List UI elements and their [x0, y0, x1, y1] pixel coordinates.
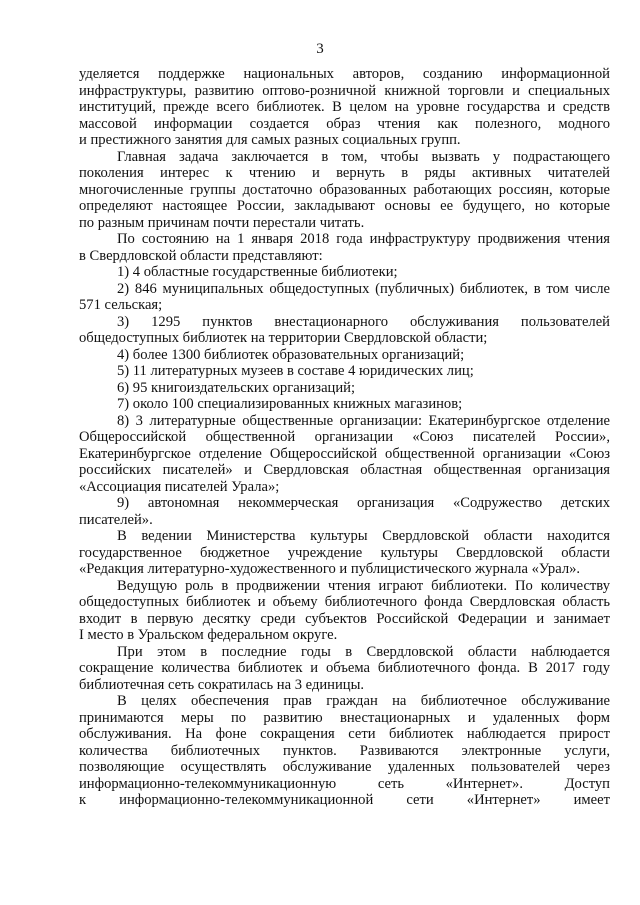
text-line: 8) 3 литературные общественные организации: Екатеринбургское отделение — [117, 412, 610, 429]
paragraph — [79, 314, 610, 347]
text-line: входит в первую десятку среди субъектов Российской Федерации и занимает — [79, 610, 610, 627]
paragraph — [79, 281, 610, 314]
paragraph — [79, 693, 610, 809]
paragraph — [79, 495, 610, 528]
text-line: 6) 95 книгоиздательских организаций; — [117, 379, 356, 396]
text-line: При этом в последние годы в Свердловской области наблюдается — [117, 643, 610, 660]
paragraph — [79, 413, 610, 496]
text-line: многочисленные группы достаточно образованных работающих россиян, которые — [79, 181, 610, 198]
text-line: поколения интерес к чтению и вернуть в ряды активных читателей — [79, 165, 610, 181]
text-line: библиотечная сеть сократилась на 3 единицы. — [79, 676, 365, 693]
text-line: Главная задача заключается в том, чтобы вызвать у подрастающего — [117, 148, 610, 165]
text-line: институций, прежде всего библиотек. В целом на уровне государства и средств — [79, 99, 610, 115]
text-line: принимаются меры по развитию внестационарных и удаленных форм — [79, 709, 610, 726]
paragraph — [79, 363, 610, 380]
document-body — [79, 66, 610, 809]
paragraph — [79, 644, 610, 694]
paragraph — [79, 396, 610, 413]
text-line: по разным причинам почти перестали читать. — [79, 214, 365, 231]
text-line: В ведении Министерства культуры Свердловской области находится — [117, 528, 610, 544]
text-line: к информационно-телекоммуникационной сети «Интернет» имеет — [79, 792, 610, 808]
text-line: 5) 11 литературных музеев в составе 4 юридических лиц; — [117, 363, 474, 379]
text-line: 3) 1295 пунктов внестационарного обслуживания пользователей — [117, 313, 610, 330]
text-line: 2) 846 муниципальных общедоступных (публичных) библиотек, в том числе — [117, 280, 610, 297]
text-line: государственное бюджетное учреждение культуры Свердловской области — [79, 544, 610, 561]
text-line: писателей». — [79, 511, 153, 528]
text-line: Ведущую роль в продвижении чтения играют библиотеки. По количеству — [117, 577, 610, 594]
paragraph — [79, 66, 610, 149]
text-line: сокращение количества библиотек и объема библиотечного фонда. В 2017 году — [79, 660, 610, 676]
text-line: В целях обеспечения прав граждан на библиотечное обслуживание — [117, 693, 610, 709]
text-line: 1) 4 областные государственные библиотеки; — [117, 264, 398, 280]
text-line: 9) автономная некоммерческая организация «Содружество детских — [117, 495, 610, 511]
text-line: уделяется поддержке национальных авторов, созданию информационной — [79, 66, 610, 82]
text-line: общедоступных библиотек и объему библиотечного фонда Свердловская область — [79, 594, 610, 610]
text-line: Екатеринбургское отделение Общероссийской общественной организации «Союз — [79, 445, 610, 462]
text-line: 7) около 100 специализированных книжных магазинов; — [117, 396, 463, 412]
paragraph — [79, 528, 610, 578]
paragraph — [79, 149, 610, 232]
paragraph — [79, 264, 610, 281]
text-line: обслуживания. На фоне сокращения сети библиотек наблюдается прирост — [79, 726, 610, 742]
text-line: количества библиотечных пунктов. Развиваются электронные услуги, — [79, 742, 610, 759]
text-line: «Редакция литературно-художественного и публицистического журнала «Урал». — [79, 561, 581, 577]
text-line: массовой информации создается образ чтения как полезного, модного — [79, 115, 610, 132]
paragraph — [79, 578, 610, 644]
text-line: Общероссийской общественной организации «Союз писателей России», — [79, 429, 610, 445]
page-number: 3 — [316, 41, 324, 57]
text-line: и престижного занятия для самых разных социальных групп. — [79, 132, 461, 148]
text-line: По состоянию на 1 января 2018 года инфраструктуру продвижения чтения — [117, 231, 610, 247]
text-line: определяют настоящее России, закладывают основы ее будущего, но которые — [79, 198, 610, 214]
text-line: 4) более 1300 библиотек образовательных организаций; — [117, 346, 465, 363]
text-line: инфраструктуры, развитию оптово-розничной книжной торговли и специальных — [79, 82, 610, 99]
text-line: российских писателей» и Свердловская областная общественная организация — [79, 462, 610, 478]
text-line: 571 сельская; — [79, 297, 163, 313]
text-line: в Свердловской области представляют: — [79, 247, 323, 264]
paragraph — [79, 347, 610, 364]
paragraph — [79, 380, 610, 397]
text-line: «Ассоциация писателей Урала»; — [79, 478, 280, 495]
text-line: общедоступных библиотек на территории Свердловской области; — [79, 330, 488, 346]
paragraph — [79, 231, 610, 264]
text-line: позволяющие осуществлять обслуживание удаленных пользователей через — [79, 759, 610, 775]
text-line: I место в Уральском федеральном округе. — [79, 627, 338, 643]
text-line: информационно-телекоммуникационную сеть «Интернет». Доступ — [79, 775, 610, 792]
